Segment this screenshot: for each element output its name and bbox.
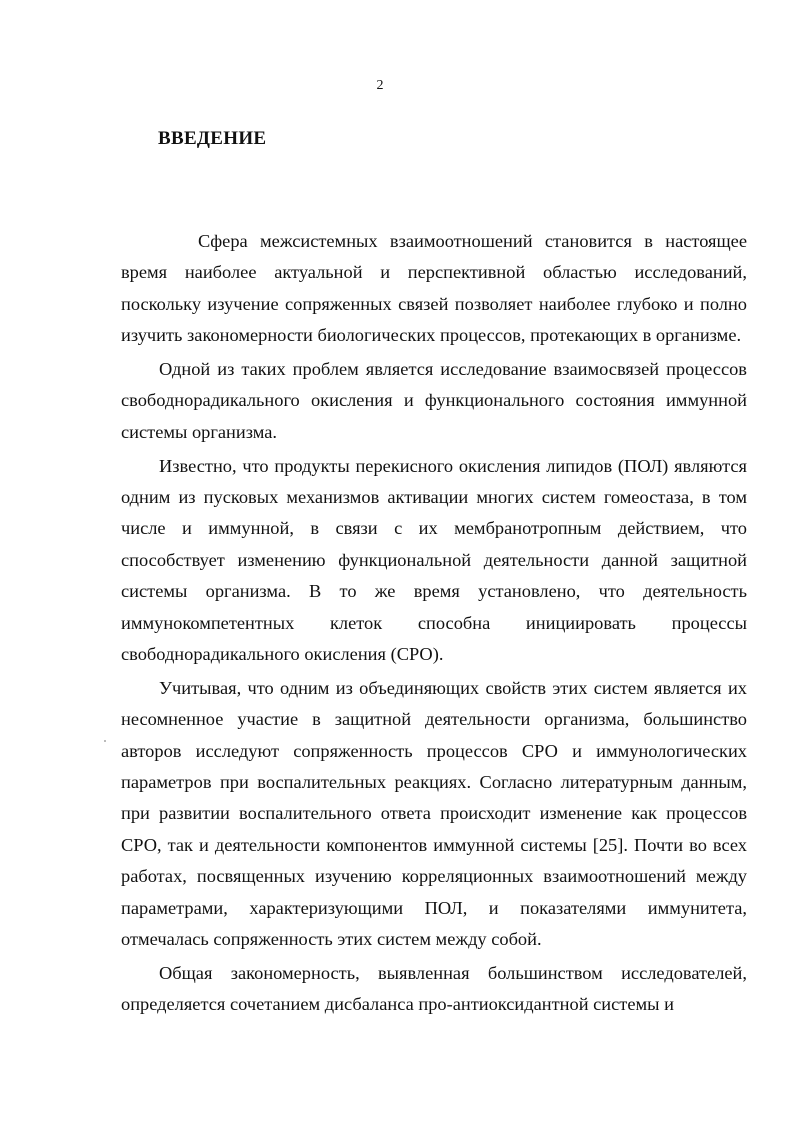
paragraph-4: Учитывая, что одним из объединяющих свойств этих систем является их несомненное участие в защитной деятельности организма, большинство авторов исследуют сопряженность процессов СРО и иммунологических параметров при воспалительных реакциях. Согласно литературным данным, при развитии воспалительного ответа происходит изменение как процессов СРО, так и деятельности компонентов иммунной системы [25]. Почти во всех работах, посвященных изучению корреляционных взаимоотношений между параметрами, характеризующими ПОЛ, и показателями иммунитета, отмечалась сопряженность этих систем между собой. [121,677,747,950]
paragraph-2: Одной из таких проблем является исследование взаимосвязей процессов свободнорадикального окисления и функционального состояния иммунной системы организма. [121,359,747,442]
paragraph-1: Сфера межсистемных взаимоотношений становится в настоящее время наиболее актуальной и перспективной областью исследований, поскольку изучение сопряженных связей позволяет наиболее глубоко и полно изучить закономерности биологических процессов, протекающих в организме. [121,231,747,346]
paragraph-5: Общая закономерность, выявленная большинством исследователей, определяется сочетанием дисбаланса про-антиоксидантной системы и [121,962,747,1015]
scan-speck [104,740,106,742]
paragraph-3: Известно, что продукты перекисного окисления липидов (ПОЛ) являются одним из пусковых механизмов активации многих систем гомеостаза, в том числе и иммунной, в связи с их мембранотропным действием, что способствует изменению функциональной деятельности данной защитной системы организма. В то же время установлено, что деятельность иммунокомпетентных клеток способна инициировать процессы свободнорадикального окисления (СРО). [121,455,747,665]
page-number: 2 [376,78,384,93]
body-text [121,226,747,1023]
section-heading: ВВЕДЕНИЕ [158,128,267,149]
